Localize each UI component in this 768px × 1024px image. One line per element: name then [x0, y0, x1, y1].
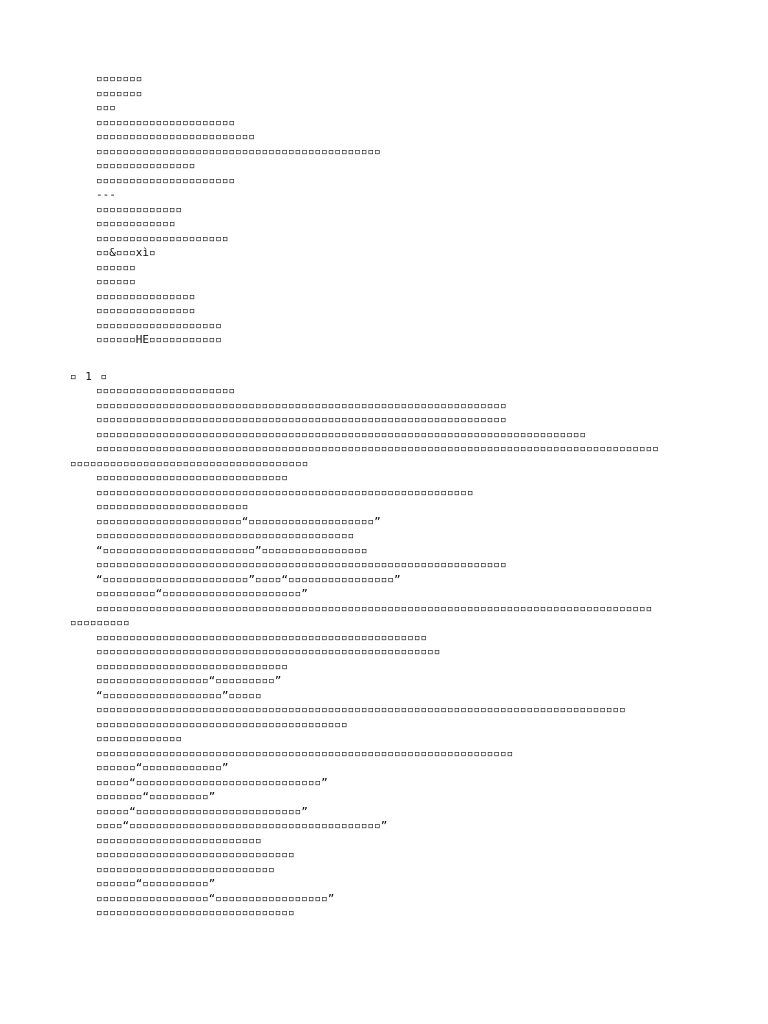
body-line: ▫▫▫▫▫▫▫▫▫▫▫▫▫▫▫▫▫▫▫▫▫▫▫▫▫▫▫▫▫▫▫▫▫▫▫▫▫▫▫▫▫▫▫▫▫▫▫▫▫▫: [96, 630, 428, 644]
body-line: ▫▫▫▫▫▫▫▫▫▫▫▫▫▫▫▫▫▫▫▫▫▫▫▫▫▫▫: [96, 862, 275, 876]
body-line: ▫▫▫▫▫“▫▫▫▫▫▫▫▫▫▫▫▫▫▫▫▫▫▫▫▫▫▫▫▫▫”: [96, 804, 308, 818]
chapter-heading: ▫ 1 ▫: [70, 369, 109, 383]
body-text: [70, 384, 708, 921]
front-matter-line: ▫▫▫▫▫▫: [96, 260, 136, 274]
body-line: ▫▫▫▫▫▫▫▫▫▫▫▫▫▫▫▫▫▫▫▫▫▫▫▫▫▫▫▫▫▫▫▫▫▫▫▫▫▫▫▫▫▫▫▫▫▫▫▫▫▫▫▫▫▫▫▫▫▫▫▫▫▫: [96, 398, 507, 412]
body-line: ▫▫▫▫▫▫▫▫▫▫▫▫▫▫▫▫▫“▫▫▫▫▫▫▫▫▫”: [96, 674, 282, 687]
body-line: ▫▫▫▫▫▫▫▫▫▫▫▫▫▫▫▫▫▫▫▫▫▫▫▫▫▫▫▫▫▫▫▫▫▫▫▫▫▫▫▫▫▫▫▫▫▫▫▫▫▫▫▫▫▫▫▫▫: [96, 485, 474, 499]
body-line: ▫▫▫▫▫▫▫▫▫▫▫▫▫▫▫▫▫▫▫▫▫▫▫▫▫▫▫▫▫▫▫▫▫▫▫▫▫▫▫▫▫▫▫▫▫▫▫▫▫▫▫▫▫▫▫▫▫▫▫▫▫▫▫▫▫▫▫▫▫▫▫▫▫▫▫▫▫▫▫▫▫▫▫▫▫: [96, 442, 659, 455]
body-line: ▫▫▫▫▫▫▫▫▫▫▫▫▫▫▫▫▫▫▫▫▫▫▫▫▫▫▫▫▫▫▫▫▫▫▫▫▫▫▫▫▫▫▫▫▫▫▫▫▫▫▫▫▫▫▫▫▫▫▫▫▫▫▫▫▫▫▫▫▫▫▫▫▫▫▫▫▫▫▫▫: [96, 703, 626, 716]
body-line: ▫▫▫▫“▫▫▫▫▫▫▫▫▫▫▫▫▫▫▫▫▫▫▫▫▫▫▫▫▫▫▫▫▫▫▫▫▫▫▫▫▫▫”: [96, 819, 388, 832]
body-line: ▫▫▫▫▫▫▫▫▫▫▫▫▫▫▫▫▫▫▫▫▫▫▫▫▫▫▫▫▫▫▫▫▫▫▫▫▫▫▫▫▫▫▫▫▫▫▫▫▫▫▫▫▫▫▫▫▫▫▫▫▫▫: [96, 558, 507, 571]
body-line: ▫▫▫▫▫▫▫▫▫▫▫▫▫▫▫▫▫▫▫▫▫▫“▫▫▫▫▫▫▫▫▫▫▫▫▫▫▫▫▫▫▫”: [96, 514, 381, 528]
body-line: ▫▫▫▫▫▫▫▫▫▫▫▫▫▫▫▫▫▫▫▫▫▫▫: [96, 500, 249, 513]
front-matter-line: ▫▫▫▫▫▫▫▫▫▫▫▫▫▫▫: [96, 304, 196, 317]
body-line: ▫▫▫▫▫▫▫▫▫: [70, 616, 130, 629]
front-matter-line: ▫▫&▫▫▫xì▫: [96, 246, 156, 259]
body-line: ▫▫▫▫▫▫▫▫▫▫▫▫▫▫▫▫▫▫▫▫▫▫▫▫▫▫▫▫▫▫: [96, 906, 295, 919]
body-line: ▫▫▫▫▫▫▫▫▫▫▫▫▫▫▫▫▫▫▫▫▫▫▫▫▫▫▫▫▫▫▫▫▫▫▫▫▫▫▫▫▫▫▫▫▫▫▫▫▫▫▫▫▫▫▫▫▫▫▫▫▫▫: [96, 413, 507, 426]
front-matter-line: ▫▫▫▫▫▫▫: [96, 72, 143, 85]
section-gap: [70, 348, 708, 370]
body-line: ▫▫▫▫▫▫“▫▫▫▫▫▫▫▫▫▫”: [96, 877, 216, 890]
body-line: ▫▫▫▫▫▫▫▫▫▫▫▫▫▫▫▫▫▫▫▫▫▫▫▫▫▫▫▫▫▫▫▫▫▫▫▫▫▫▫: [96, 529, 355, 542]
body-line: ▫▫▫▫▫▫▫▫▫“▫▫▫▫▫▫▫▫▫▫▫▫▫▫▫▫▫▫▫▫▫”: [96, 587, 308, 600]
body-line: ▫▫▫▫▫▫“▫▫▫▫▫▫▫▫▫▫▫▫”: [96, 761, 229, 774]
front-matter-line: ▫▫▫▫▫▫▫▫▫▫▫▫▫▫▫▫▫▫▫▫▫▫▫▫: [96, 130, 255, 143]
front-matter-line: ---: [96, 188, 116, 201]
front-matter-line: ▫▫▫▫▫▫▫▫▫▫▫▫: [96, 217, 176, 230]
body-line: ▫▫▫▫▫▫▫▫▫▫▫▫▫▫▫▫▫▫▫▫▫▫▫▫▫▫▫▫▫▫▫▫▫▫▫▫▫▫▫▫▫▫▫▫▫▫▫▫▫▫▫▫▫▫▫▫▫▫▫▫▫▫▫: [96, 746, 514, 760]
front-matter-line: ▫▫▫▫▫▫HE▫▫▫▫▫▫▫▫▫▫▫: [96, 333, 222, 346]
front-matter-line: ▫▫▫▫▫▫▫▫▫▫▫▫▫: [96, 202, 183, 216]
body-line: “▫▫▫▫▫▫▫▫▫▫▫▫▫▫▫▫▫▫▫▫▫▫”▫▫▫▫“▫▫▫▫▫▫▫▫▫▫▫▫▫▫▫▫”: [96, 572, 401, 586]
front-matter: [70, 72, 708, 348]
front-matter-line: ▫▫▫▫▫▫▫▫▫▫▫▫▫▫▫▫▫▫▫▫▫▫▫▫▫▫▫▫▫▫▫▫▫▫▫▫▫▫▫▫▫▫▫: [96, 144, 381, 158]
body-line: “▫▫▫▫▫▫▫▫▫▫▫▫▫▫▫▫▫▫▫▫▫▫▫”▫▫▫▫▫▫▫▫▫▫▫▫▫▫▫▫: [96, 543, 368, 557]
body-line: ▫▫▫▫▫▫▫▫▫▫▫▫▫▫▫▫▫▫▫▫▫▫▫▫▫▫▫▫▫: [96, 659, 289, 673]
front-matter-line: ▫▫▫▫▫▫▫: [96, 86, 143, 100]
body-line: ▫▫▫▫▫▫▫▫▫▫▫▫▫▫▫▫▫▫▫▫▫▫▫▫▫▫▫▫▫▫: [96, 848, 295, 861]
front-matter-line: ▫▫▫▫▫▫▫▫▫▫▫▫▫▫▫: [96, 159, 196, 172]
front-matter-line: ▫▫▫▫▫▫: [96, 275, 136, 288]
body-line: ▫▫▫▫▫▫▫▫▫▫▫▫▫▫▫▫▫▫▫▫▫▫▫▫▫▫▫▫▫: [96, 471, 289, 484]
front-matter-line: ▫▫▫▫▫▫▫▫▫▫▫▫▫▫▫▫▫▫▫▫▫: [96, 173, 236, 187]
body-line: “▫▫▫▫▫▫▫▫▫▫▫▫▫▫▫▫▫▫”▫▫▫▫▫: [96, 688, 262, 702]
front-matter-line: ▫▫▫▫▫▫▫▫▫▫▫▫▫▫▫: [96, 289, 196, 303]
body-line: ▫▫▫▫▫▫▫▫▫▫▫▫▫▫▫▫▫▫▫▫▫▫▫▫▫▫▫▫▫▫▫▫▫▫▫▫▫▫: [96, 717, 348, 731]
body-line: ▫▫▫▫▫▫▫▫▫▫▫▫▫▫▫▫▫“▫▫▫▫▫▫▫▫▫▫▫▫▫▫▫▫▫”: [96, 891, 335, 905]
front-matter-line: ▫▫▫▫▫▫▫▫▫▫▫▫▫▫▫▫▫▫▫: [96, 318, 222, 332]
body-line: ▫▫▫▫▫▫▫▫▫▫▫▫▫: [96, 732, 183, 745]
front-matter-line: ▫▫▫: [96, 101, 116, 114]
front-matter-line: ▫▫▫▫▫▫▫▫▫▫▫▫▫▫▫▫▫▫▫▫: [96, 231, 229, 245]
body-line: ▫▫▫▫▫▫▫“▫▫▫▫▫▫▫▫▫”: [96, 790, 216, 803]
body-line: ▫▫▫▫▫▫▫▫▫▫▫▫▫▫▫▫▫▫▫▫▫▫▫▫▫▫▫▫▫▫▫▫▫▫▫▫▫▫▫▫▫▫▫▫▫▫▫▫▫▫▫▫▫▫▫▫▫▫▫▫▫▫▫▫▫▫▫▫▫▫▫▫▫▫▫▫▫▫▫▫▫▫▫▫: [96, 601, 653, 615]
body-line: ▫▫▫▫▫▫▫▫▫▫▫▫▫▫▫▫▫▫▫▫▫: [96, 384, 236, 397]
front-matter-line: ▫▫▫▫▫▫▫▫▫▫▫▫▫▫▫▫▫▫▫▫▫: [96, 115, 236, 129]
body-line: ▫▫▫▫▫▫▫▫▫▫▫▫▫▫▫▫▫▫▫▫▫▫▫▫▫▫▫▫▫▫▫▫▫▫▫▫▫▫▫▫▫▫▫▫▫▫▫▫▫▫▫▫▫▫▫▫▫▫▫▫▫▫▫▫▫▫▫▫▫▫▫▫▫▫: [96, 427, 587, 441]
body-line: ▫▫▫▫▫▫▫▫▫▫▫▫▫▫▫▫▫▫▫▫▫▫▫▫▫▫▫▫▫▫▫▫▫▫▫▫: [70, 456, 309, 470]
body-line: ▫▫▫▫▫“▫▫▫▫▫▫▫▫▫▫▫▫▫▫▫▫▫▫▫▫▫▫▫▫▫▫▫▫”: [96, 775, 328, 789]
body-line: ▫▫▫▫▫▫▫▫▫▫▫▫▫▫▫▫▫▫▫▫▫▫▫▫▫: [96, 833, 262, 847]
body-line: ▫▫▫▫▫▫▫▫▫▫▫▫▫▫▫▫▫▫▫▫▫▫▫▫▫▫▫▫▫▫▫▫▫▫▫▫▫▫▫▫▫▫▫▫▫▫▫▫▫▫▫▫: [96, 645, 441, 658]
